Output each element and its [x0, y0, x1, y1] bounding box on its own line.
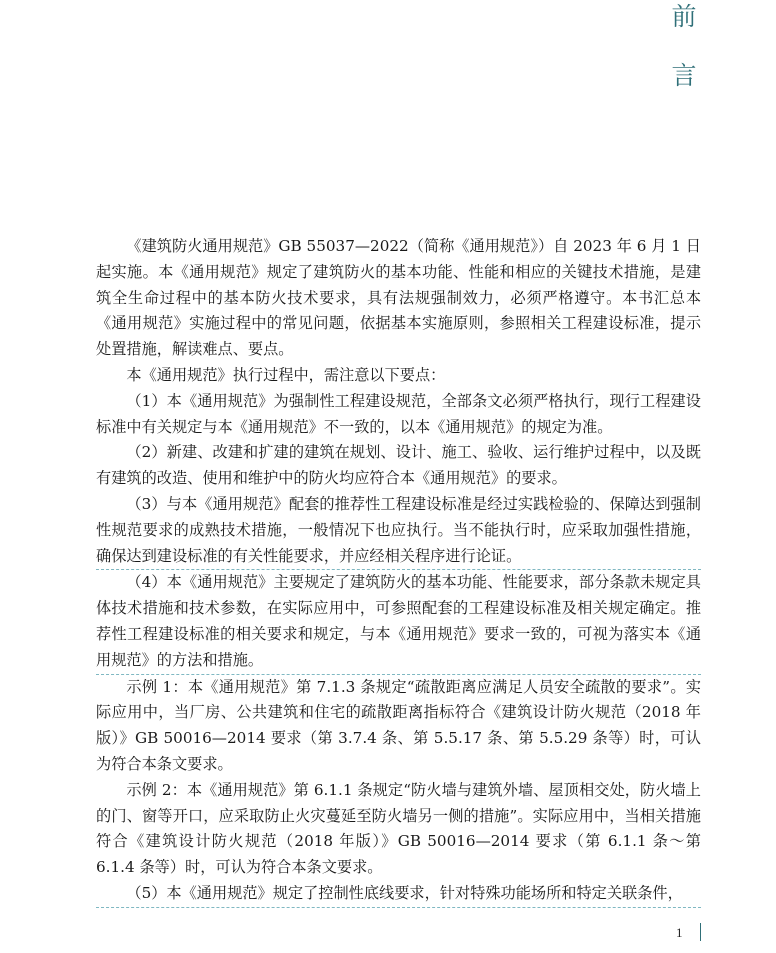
title-char-1: 前	[671, 2, 697, 31]
title-char-2: 言	[671, 61, 697, 90]
paragraph-point-2: （2）新建、改建和扩建的建筑在规划、设计、施工、验收、运行维护过程中，以及既有建筑的改造、使用和维护中的防火均应符合本《通用规范》的要求。	[96, 443, 701, 488]
preface-body	[96, 234, 701, 908]
paragraph-key-points: 本《通用规范》执行过程中，需注意以下要点：	[126, 365, 446, 384]
paragraph-example-2: 示例 2：本《通用规范》第 6.1.1 条规定“防火墙与建筑外墙、屋顶相交处，防火墙上的门、窗等开口，应采取防止火灾蔓延至防火墙另一侧的措施”。实际应用中，当相关措施符合《建筑设计防火规范（2018 年版）》GB 50016—2014 要求（第 6.1.1 条～第 6.1.4 条等）时，可认为符合本条文要求。	[96, 780, 701, 877]
page-number-divider	[700, 923, 701, 941]
paragraph-point-1: （1）本《通用规范》为强制性工程建设规范，全部条文必须严格执行，现行工程建设标准中有关规定与本《通用规范》不一致的，以本《通用规范》的规定为准。	[96, 391, 701, 436]
paragraph-intro: 《建筑防火通用规范》GB 55037—2022（简称《通用规范》）自 2023 年 6 月 1 日起实施。本《通用规范》规定了建筑防火的基本功能、性能和相应的关键技术措施，是建筑全生命过程中的基本防火技术要求，具有法规强制效力，必须严格遵守。本书汇总本《通用规范》实施过程中的常见问题，依据基本实施原则，参照相关工程建设标准，提示处置措施，解读难点、要点。	[96, 237, 701, 359]
paragraph-point-4: （4）本《通用规范》主要规定了建筑防火的基本功能、性能要求，部分条款未规定具体技术措施和技术参数，在实际应用中，可参照配套的工程建设标准及相关规定确定。推荐性工程建设标准的相关要求和规定，与本《通用规范》要求一致的，可视为落实本《通用规范》的方法和措施。	[96, 570, 701, 674]
page-title	[668, 4, 700, 88]
page-number: 1	[676, 925, 683, 940]
paragraph-point-3: （3）与本《通用规范》配套的推荐性工程建设标准是经过实践检验的、保障达到强制性规范要求的成熟技术措施，一般情况下也应执行。当不能执行时，应采取加强性措施，确保达到建设标准的有关性能要求，并应经相关程序进行论证。	[96, 492, 701, 570]
paragraph-example-1: 示例 1：本《通用规范》第 7.1.3 条规定“疏散距离应满足人员安全疏散的要求”。实际应用中，当厂房、公共建筑和住宅的疏散距离指标符合《建筑设计防火规范（2018 年版）》GB 50016—2014 要求（第 3.7.4 条、第 5.5.17 条、第 5.5.29 条等）时，可认为符合本条文要求。	[96, 677, 701, 773]
paragraph-point-5: （5）本《通用规范》规定了控制性底线要求，针对特殊功能场所和特定关联条件，	[96, 881, 701, 908]
